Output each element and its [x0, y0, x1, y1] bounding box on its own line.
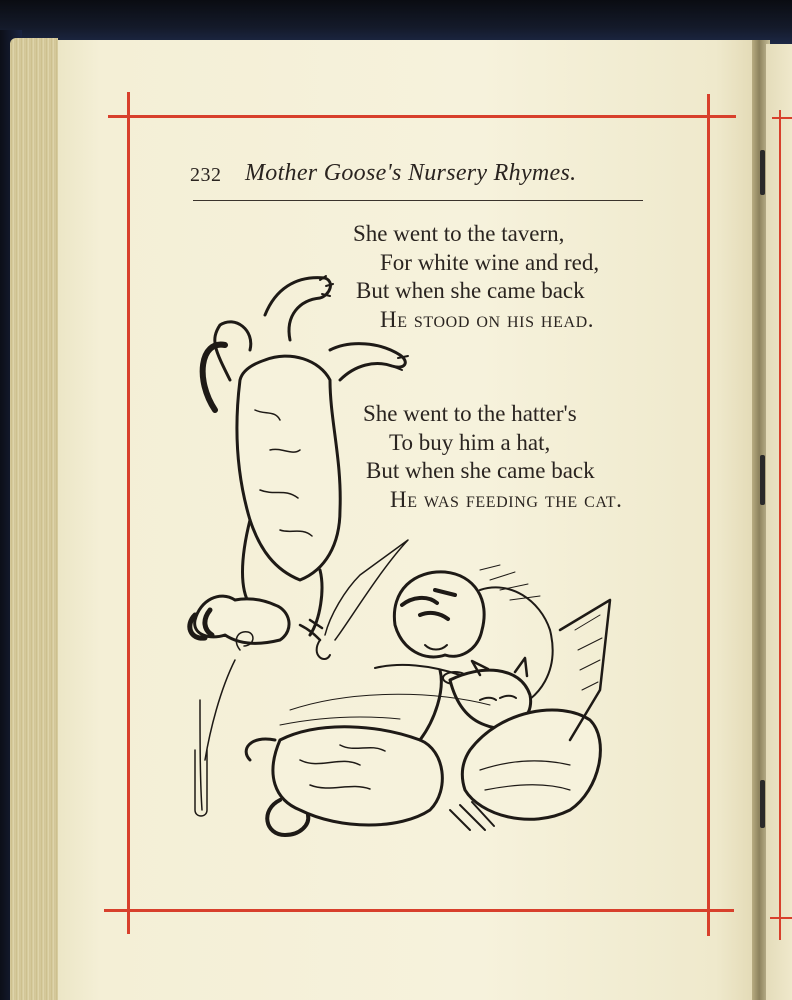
running-title: Mother Goose's Nursery Rhymes.	[245, 160, 577, 186]
next-page-border-tick	[772, 117, 792, 119]
border-top-line	[108, 115, 736, 118]
verse-line: She went to the hatter's	[363, 401, 577, 426]
verse-line: He stood on his head.	[380, 306, 595, 332]
binding-clip	[760, 150, 765, 195]
border-left-line	[127, 92, 130, 934]
binding-clip	[760, 455, 765, 505]
running-header	[190, 158, 644, 192]
next-page-border-tick	[770, 917, 792, 919]
binding-clip	[760, 780, 765, 828]
verse-line: For white wine and red,	[380, 249, 600, 275]
verse-line: To buy him a hat,	[389, 429, 551, 455]
verse-line: But when she came back	[366, 458, 595, 483]
verse-line: But when she came back	[356, 278, 585, 303]
engraving-illustration-icon	[180, 270, 623, 860]
border-bottom-line	[104, 909, 734, 912]
verse-line: He was feeding the cat.	[390, 486, 623, 512]
dog-feeding-cat-icon	[246, 565, 610, 835]
upside-down-dog-icon	[190, 276, 408, 643]
next-page-border-line	[779, 110, 781, 940]
page-edges	[10, 38, 58, 1000]
border-right-line	[707, 94, 710, 936]
header-rule	[193, 200, 643, 201]
verse-line: She went to the tavern,	[353, 221, 565, 246]
page-number: 232	[190, 164, 222, 186]
